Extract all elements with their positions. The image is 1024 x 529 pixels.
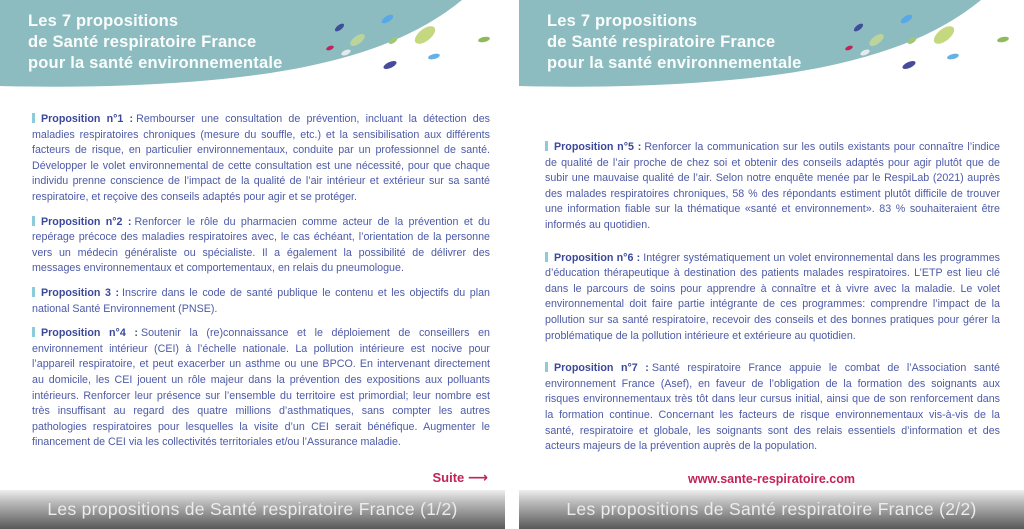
proposition-marker-icon	[32, 327, 35, 337]
title-line-3: pour la santé environnementale	[28, 54, 283, 72]
proposition-marker-icon	[32, 113, 35, 123]
proposition-3-text: Inscrire dans le code de santé publique le contenu et les objectifs du plan national Santé Environnement (PNSE).	[32, 286, 491, 315]
proposition-marker-icon	[545, 141, 548, 151]
proposition-marker-icon	[32, 287, 35, 297]
title-line-2: de Santé respiratoire France	[547, 33, 776, 51]
page-1-caption: Les propositions de Santé respiratoire France (1/2)	[47, 499, 458, 519]
proposition-1-label: Proposition n°1 :	[41, 113, 134, 125]
proposition-4-label: Proposition n°4 :	[41, 327, 138, 340]
page-1-caption-bar	[0, 490, 505, 529]
page-2	[519, 0, 1024, 529]
page-2-caption-bar	[519, 490, 1024, 529]
proposition-4-text: Soutenir la (re)connaissance et le déploiement de conseillers en environnement intérieur (CEI) à l’échelle nationale. La pollution intérieure est nocive pour l’appareil respiratoire, et peut exacerber un asthme ou une BPCO. En intervenant directement au domicile, les CEI jouent un rôle majeur dans la prévention des expositions aux polluants intérieurs. Renforcer leur présence sur l’ensemble du territoire est primordial; leur nombre est très insuffisant au regard des quatre millions d’asthmatiques, sans compter les autres pathologies respiratoires pour lesquelles la visite d’un CEI serait bénéfique. Augmenter le financement de CEI via les collectivités territoriales et/ou l’Assurance maladie.	[32, 327, 490, 449]
title-line-1: Les 7 propositions	[547, 12, 698, 30]
page-2-caption: Les propositions de Santé respiratoire France (2/2)	[566, 499, 977, 519]
suite-label: Suite	[432, 470, 465, 485]
proposition-4	[32, 326, 490, 451]
proposition-7-label: Proposition n°7 :	[554, 362, 649, 375]
page-title	[547, 11, 801, 74]
title-line-3: pour la santé environnementale	[547, 54, 802, 72]
proposition-5-label: Proposition n°5 :	[554, 141, 642, 153]
proposition-5-text: Renforcer la communication sur les outils existants pour connaître l’indice de qualité de l’air proche de chez soi et obtenir des conseils adaptés pour agir plutôt que de subir une mauvaise qualité de l’air. Selon notre enquête menée par le RespiLab (2021) auprès des malades respiratoires chroniques, 58 % des répondants estiment plutôt difficile de trouver une information fiable sur la thématique «santé et environnement». 83 % souhaiteraient être informés au quotidien.	[545, 141, 1000, 231]
proposition-marker-icon	[545, 252, 548, 262]
proposition-2	[32, 215, 490, 277]
proposition-6-text: Intégrer systématiquement un volet environnemental dans les programmes d’éducation thérapeutique à destination des patients malades respiratoires. L’ETP est lieu clé dans le parcours de soins pour apprendre à connaître et à vivre avec la maladie. Le volet environnemental doit faire partie intégrante de ces programmes: comprendre l’impact de la pollution sur sa santé respiratoire, recevoir des conseils et des bonnes pratiques pour gérer la problématique de la pollution intérieure et extérieure au quotidien.	[545, 251, 1000, 342]
proposition-3	[32, 286, 490, 317]
proposition-2-label: Proposition n°2 :	[41, 215, 132, 228]
proposition-3-label: Proposition 3 :	[41, 286, 120, 299]
proposition-2-text: Renforcer le rôle du pharmacien comme acteur de la prévention et du repérage précoce des maladies respiratoires avec, le cas échéant, l’orientation de la personne vers un médecin généraliste ou spécialiste. Il a également la possibilité de délivrer des messages environnementaux et comportementaux, en relais du pneumologue.	[32, 215, 490, 275]
proposition-7-text: Santé respiratoire France appuie le combat de l’Association santé environnement France (Asef), en faveur de l’obligation de la formation des soignants aux risques environnementaux très tôt dans leur cursus initial, ainsi que de son renforcement dans la formation continue. Concernant les facteurs de risque environnementaux vis-à-vis de la santé, respiratoire et globale, les soignants sont des relais essentiels d’information et des acteurs majeurs de la prévention auprès de la population.	[545, 362, 1000, 453]
page-2-header	[519, 0, 1024, 96]
proposition-1-text: Rembourser une consultation de prévention, incluant la détection des maladies respiratoires chroniques (mesure du souffle, etc.) et la sensibilisation aux différents facteurs de risque, en particulier environnementaux, conduite par un professionnel de santé. Développer le volet environnemental de cette consultation est une nécessité, pour que chaque individu prenne conscience de l’impact de la qualité de l’air intérieur et extérieur sur sa santé respiratoire, et reçoive des conseils adaptés pour agir et se protéger.	[32, 113, 490, 203]
page-1-header	[0, 0, 505, 96]
proposition-marker-icon	[545, 362, 548, 372]
title-line-2: de Santé respiratoire France	[28, 33, 257, 51]
title-line-1: Les 7 propositions	[28, 12, 179, 30]
arrow-right-icon: ⟶	[467, 470, 488, 486]
suite-link[interactable]	[433, 470, 489, 486]
proposition-1	[32, 112, 490, 206]
proposition-6-label: Proposition n°6 :	[554, 251, 641, 264]
proposition-5	[545, 140, 1000, 234]
proposition-7	[545, 361, 1000, 455]
website-link[interactable]: www.sante-respiratoire.com	[688, 472, 855, 486]
page-1	[0, 0, 505, 529]
proposition-6	[545, 251, 1000, 345]
page-2-body	[519, 140, 1024, 472]
page-1-body	[0, 112, 505, 460]
proposition-marker-icon	[32, 216, 35, 226]
page-title	[28, 11, 282, 74]
